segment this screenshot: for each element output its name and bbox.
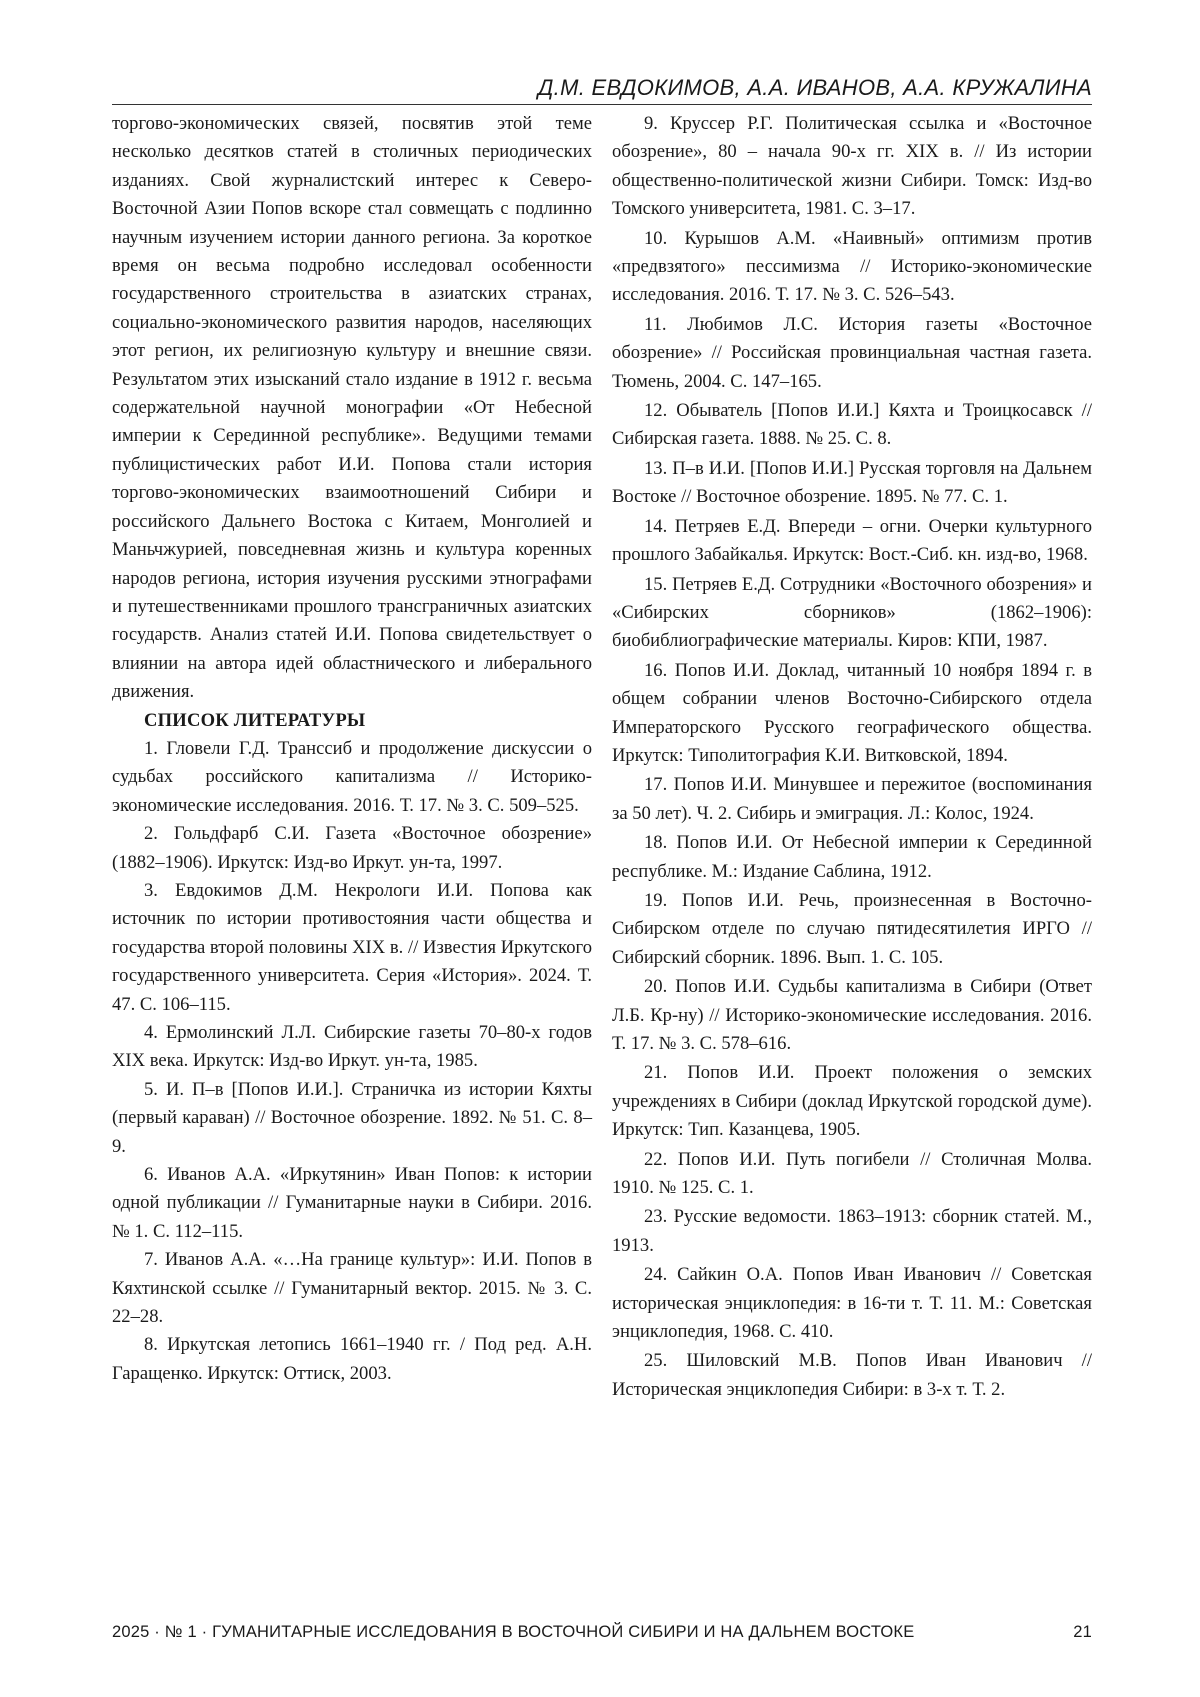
right-column: [612, 110, 1092, 1405]
reference-item: 23. Русские ведомости. 1863–1913: сборник статей. М., 1913.: [612, 1206, 1092, 1256]
reference-item: 5. И. П–в [Попов И.И.]. Страничка из истории Кяхты (первый караван) // Восточное обозрение. 1892. № 51. С. 8–9.: [112, 1078, 592, 1157]
reference-item: 16. Попов И.И. Доклад, читанный 10 ноября 1894 г. в общем собрании членов Восточно-Сибирского отдела Императорского Русского географического общества. Иркутск: Типолитография К.И. Витковской, 1894.: [612, 659, 1092, 766]
footer-journal-title: 2025 · № 1 · ГУМАНИТАРНЫЕ ИССЛЕДОВАНИЯ В ВОСТОЧНОЙ СИБИРИ И НА ДАЛЬНЕМ ВОСТОКЕ: [112, 1623, 915, 1641]
references-heading: СПИСОК ЛИТЕРАТУРЫ: [144, 709, 366, 731]
reference-item: 2. Гольдфарб С.И. Газета «Восточное обозрение» (1882–1906). Иркутск: Изд-во Иркут. ун-та, 1997.: [112, 823, 592, 873]
reference-item: 21. Попов И.И. Проект положения о земских учреждениях в Сибири (доклад Иркутской городской думе). Иркутск: Тип. Казанцева, 1905.: [612, 1062, 1092, 1141]
reference-item: 4. Ермолинский Л.Л. Сибирские газеты 70–80-х годов XIX века. Иркутск: Изд-во Иркут. ун-та, 1985.: [112, 1022, 592, 1072]
reference-item: 11. Любимов Л.С. История газеты «Восточное обозрение» // Российская провинциальная частная газета. Тюмень, 2004. С. 147–165.: [612, 313, 1092, 392]
running-header: [112, 74, 1092, 105]
page-footer: [112, 1618, 1092, 1646]
reference-item: 22. Попов И.И. Путь погибели // Столичная Молва. 1910. № 125. С. 1.: [612, 1148, 1092, 1199]
reference-item: 10. Курышов А.М. «Наивный» оптимизм против «предвзятого» пессимизма // Историко-экономические исследования. 2016. Т. 17. № 3. С. 526–543.: [612, 227, 1092, 306]
reference-item: 15. Петряев Е.Д. Сотрудники «Восточного обозрения» и «Сибирских сборников» (1862–1906): биобиблиографические материалы. Киров: КПИ, 1987.: [612, 573, 1092, 652]
reference-item: 25. Шиловский М.В. Попов Иван Иванович // Историческая энциклопедия Сибири: в 3-х т. Т. 2.: [612, 1350, 1092, 1400]
left-column: [112, 110, 592, 1388]
reference-item: 17. Попов И.И. Минувшее и пережитое (воспоминания за 50 лет). Ч. 2. Сибирь и эмиграция. Л.: Колос, 1924.: [612, 774, 1092, 824]
reference-item: 12. Обыватель [Попов И.И.] Кяхта и Троицкосавск // Сибирская газета. 1888. № 25. С. 8.: [612, 400, 1092, 450]
reference-item: 18. Попов И.И. От Небесной империи к Серединной республике. М.: Издание Саблина, 1912.: [612, 832, 1092, 882]
reference-item: 3. Евдокимов Д.М. Некрологи И.И. Попова как источник по истории противостояния части общества и государства второй половины XIX в. // Известия Иркутского государственного университета. Серия «История». 2024. Т. 47. С. 106–115.: [112, 879, 592, 1015]
body-paragraph: торгово-экономических связей, посвятив этой теме несколько десятков статей в столичных периодических изданиях. Свой журналистский интерес к Северо-Восточной Азии Попов вскоре стал совмещать с подлинно научным изучением истории данного региона. За короткое время он весьма подробно исследовал особенности государственного строительства в азиатских странах, социально-экономического развития народов, населяющих этот регион, их религиозную культуру и внешние связи. Результатом этих изысканий стало издание в 1912 г. весьма содержательной научной монографии «От Небесной империи к Серединной республике». Ведущими темами публицистических работ И.И. Попова стали история торгово-экономических взаимоотношений Сибири и российского Дальнего Востока с Китаем, Монголией и Маньчжурией, повседневная жизнь и культура коренных народов региона, история изучения русскими этнографами и путешественниками прошлого трансграничных азиатских государств. Анализ статей И.И. Попова свидетельствует о влиянии на автора идей областнического и либерального движения.: [112, 113, 592, 703]
reference-item: 1. Гловели Г.Д. Транссиб и продолжение дискуссии о судьбах российского капитализма // Историко-экономические исследования. 2016. Т. 17. № 3. С. 509–525.: [112, 737, 592, 816]
reference-item: 9. Круссер Р.Г. Политическая ссылка и «Восточное обозрение», 80 – начала 90-х гг. XIX в. // Из истории общественно-политической жизни Сибири. Томск: Изд-во Томского университета, 1981. С. 3–17.: [612, 113, 1092, 220]
reference-item: 13. П–в И.И. [Попов И.И.] Русская торговля на Дальнем Востоке // Восточное обозрение. 1895. № 77. С. 1.: [612, 457, 1092, 508]
page-number: 21: [1073, 1623, 1092, 1641]
reference-item: 14. Петряев Е.Д. Впереди – огни. Очерки культурного прошлого Забайкалья. Иркутск: Вост.-Сиб. кн. изд-во, 1968.: [612, 515, 1092, 566]
reference-item: 19. Попов И.И. Речь, произнесенная в Восточно-Сибирском отделе по случаю пятидесятилетия ИРГО // Сибирский сборник. 1896. Вып. 1. С. 105.: [612, 889, 1092, 968]
reference-item: 20. Попов И.И. Судьбы капитализма в Сибири (Ответ Л.Б. Кр-ну) // Историко-экономические исследования. 2016. Т. 17. № 3. С. 578–616.: [612, 976, 1092, 1054]
reference-item: 7. Иванов А.А. «…На границе культур»: И.И. Попов в Кяхтинской ссылке // Гуманитарный вектор. 2015. № 3. С. 22–28.: [112, 1249, 592, 1328]
reference-item: 24. Сайкин О.А. Попов Иван Иванович // Советская историческая энциклопедия: в 16-ти т. Т. 11. М.: Советская энциклопедия, 1968. С. 410.: [612, 1264, 1092, 1343]
reference-item: 6. Иванов А.А. «Иркутянин» Иван Попов: к истории одной публикации // Гуманитарные науки в Сибири. 2016. № 1. С. 112–115.: [112, 1164, 592, 1242]
header-authors: Д.М. ЕВДОКИМОВ, А.А. ИВАНОВ, А.А. КРУЖАЛИНА: [537, 75, 1092, 100]
reference-item: 8. Иркутская летопись 1661–1940 гг. / Под ред. А.Н. Гаращенко. Иркутск: Оттиск, 2003.: [112, 1334, 592, 1384]
